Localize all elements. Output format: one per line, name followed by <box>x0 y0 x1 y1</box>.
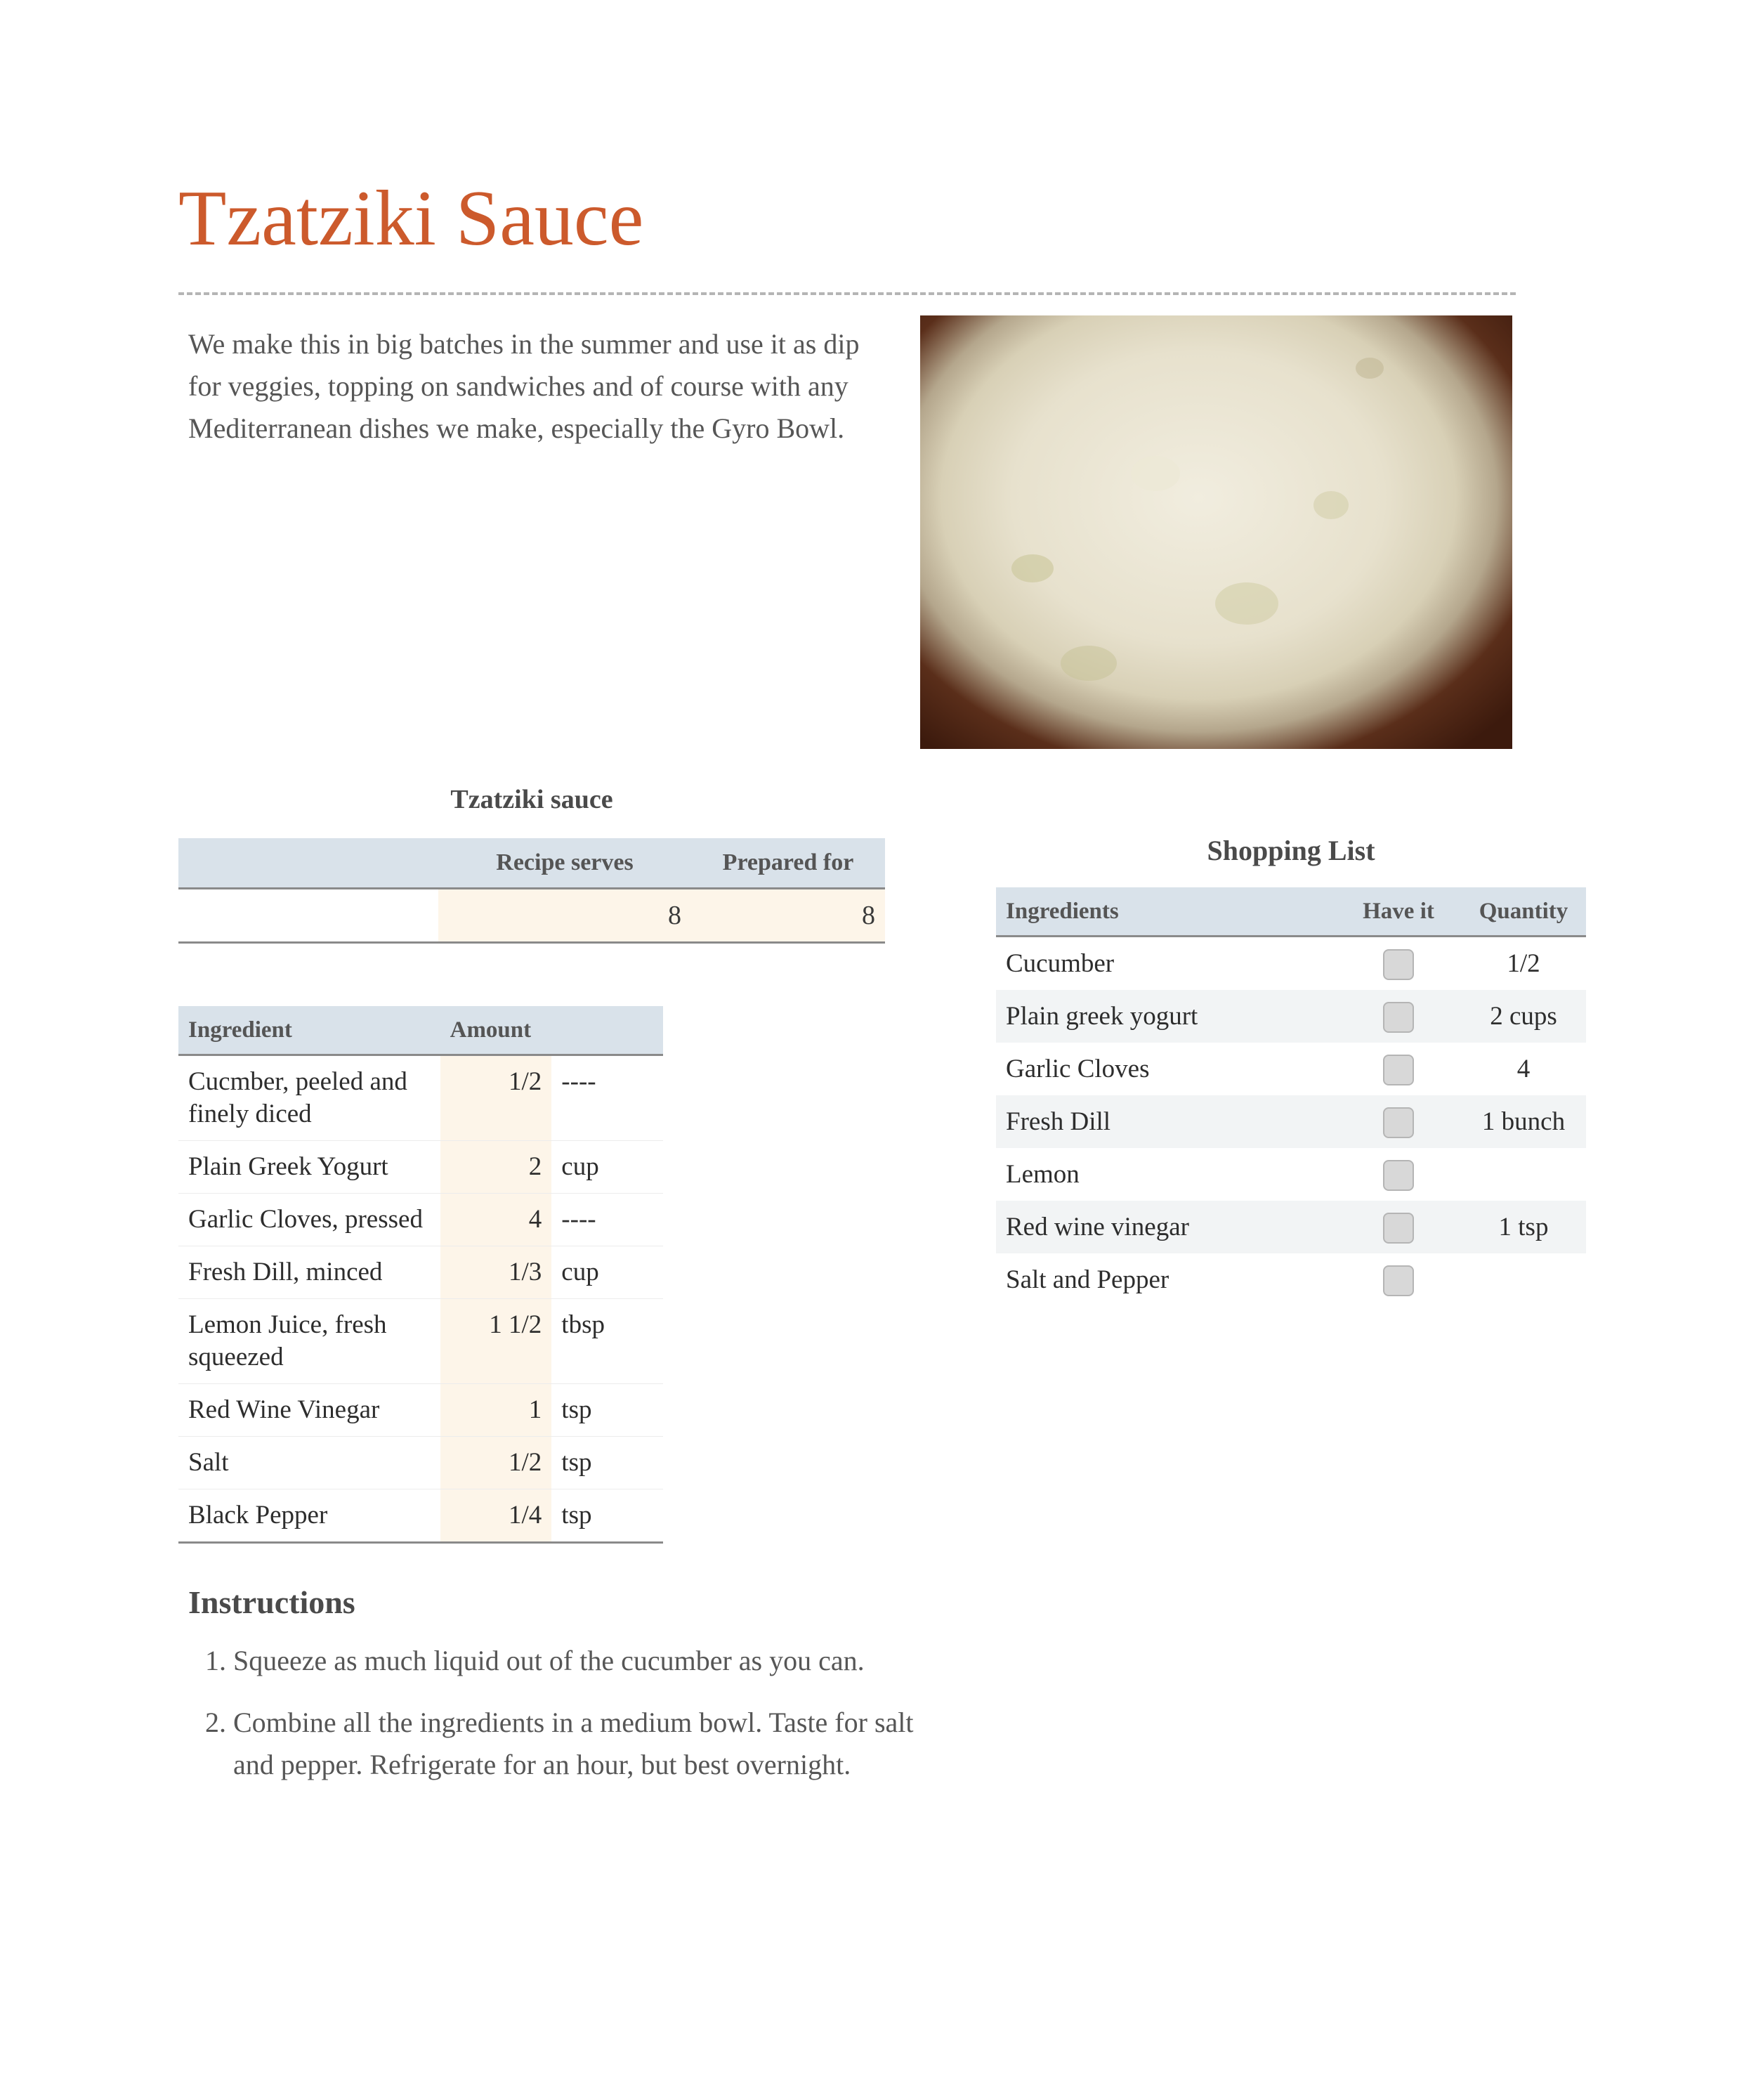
have-it-checkbox[interactable] <box>1383 1265 1414 1296</box>
shopping-quantity: 2 cups <box>1461 990 1586 1043</box>
shopping-header-ingredients: Ingredients <box>996 887 1336 937</box>
ingredient-amount[interactable]: 1 1/2 <box>440 1299 552 1384</box>
shopping-quantity: 1/2 <box>1507 949 1540 978</box>
instructions-list <box>188 1640 929 1806</box>
ingredient-unit: cup <box>551 1246 663 1299</box>
page-title: Tzatziki Sauce <box>178 175 644 262</box>
title-divider <box>178 292 1516 295</box>
ingredient-amount[interactable]: 1/2 <box>440 1055 552 1141</box>
ingredient-amount[interactable]: 1/4 <box>440 1489 552 1543</box>
shopping-item: Cucumber <box>1006 949 1115 978</box>
serves-table-caption: Tzatziki sauce <box>450 785 613 814</box>
have-it-checkbox[interactable] <box>1383 1107 1414 1138</box>
ingredient-amount[interactable]: 4 <box>440 1194 552 1246</box>
ingredient-header-row <box>178 1006 663 1055</box>
shopping-quantity <box>1461 1148 1586 1201</box>
recipe-intro: We make this in big batches in the summer and use it as dip for veggies, topping on sandwiches and of course with any Mediterranean dishes we make, especially the Gyro Bowl. <box>188 328 860 444</box>
ingredient-table <box>178 1006 663 1544</box>
serves-value-row <box>178 889 885 943</box>
table-row <box>178 1437 663 1489</box>
have-it-checkbox[interactable] <box>1383 1055 1414 1085</box>
shopping-item: Lemon <box>1006 1160 1080 1189</box>
ingredient-name: Plain Greek Yogurt <box>178 1141 440 1194</box>
instructions-heading: Instructions <box>188 1584 355 1620</box>
ingredient-name: Garlic Cloves, pressed <box>178 1194 440 1246</box>
shopping-quantity <box>1461 1253 1586 1306</box>
have-it-checkbox[interactable] <box>1383 1160 1414 1191</box>
serves-table <box>178 838 885 944</box>
ingredient-name: Lemon Juice, fresh squeezed <box>178 1299 440 1384</box>
instruction-step: 2. Combine all the ingredients in a medium bowl. Taste for salt and pepper. Refrigerate for an hour, but best overnight. <box>233 1702 929 1786</box>
shopping-header-row <box>996 887 1586 937</box>
ingredient-amount[interactable]: 1 <box>440 1384 552 1437</box>
ingredient-amount[interactable]: 1/3 <box>440 1246 552 1299</box>
have-it-checkbox[interactable] <box>1383 1213 1414 1244</box>
prepared-for-value[interactable]: 8 <box>691 889 885 943</box>
have-it-checkbox[interactable] <box>1383 949 1414 980</box>
shopping-header-have-it: Have it <box>1336 887 1461 937</box>
serves-header-prepared: Prepared for <box>691 838 885 889</box>
shopping-item: Garlic Cloves <box>1006 1055 1150 1083</box>
list-item <box>996 1148 1586 1201</box>
table-row <box>178 1384 663 1437</box>
ingredient-name: Cucmber, peeled and finely diced <box>178 1055 440 1141</box>
serves-header-recipe: Recipe serves <box>438 838 691 889</box>
list-item <box>996 1043 1586 1095</box>
shopping-quantity: 4 <box>1516 1055 1531 1083</box>
shopping-quantity: 1 tsp <box>1461 1201 1586 1253</box>
ingredient-unit: tsp <box>551 1437 663 1489</box>
shopping-item: Plain greek yogurt <box>996 990 1336 1043</box>
ingredient-unit: ---- <box>551 1055 663 1141</box>
ingredient-name: Red Wine Vinegar <box>178 1384 440 1437</box>
ingredient-header-name: Ingredient <box>178 1006 440 1055</box>
list-item <box>996 990 1586 1043</box>
table-row <box>178 1194 663 1246</box>
list-item <box>996 1095 1586 1148</box>
ingredient-name: Salt <box>178 1437 440 1489</box>
ingredient-unit: cup <box>551 1141 663 1194</box>
serves-header-blank <box>178 838 438 889</box>
shopping-list-caption: Shopping List <box>1207 835 1375 866</box>
ingredient-amount[interactable]: 2 <box>440 1141 552 1194</box>
ingredient-header-amount: Amount <box>440 1006 663 1055</box>
shopping-list-table <box>996 887 1586 1306</box>
ingredient-unit: tsp <box>551 1489 663 1543</box>
table-row <box>178 1055 663 1141</box>
recipe-serves-value[interactable]: 8 <box>438 889 691 943</box>
table-row <box>178 1246 663 1299</box>
serves-value-blank <box>178 889 438 943</box>
serves-header-row <box>178 838 885 889</box>
ingredient-amount[interactable]: 1/2 <box>440 1437 552 1489</box>
shopping-item: Salt and Pepper <box>1006 1265 1169 1294</box>
recipe-photo <box>920 315 1512 749</box>
table-row <box>178 1299 663 1384</box>
ingredient-unit: tsp <box>551 1384 663 1437</box>
shopping-item: Fresh Dill <box>996 1095 1336 1148</box>
list-item <box>996 937 1586 991</box>
list-item <box>996 1253 1586 1306</box>
table-row <box>178 1489 663 1543</box>
list-item <box>996 1201 1586 1253</box>
ingredient-unit: ---- <box>551 1194 663 1246</box>
shopping-quantity: 1 bunch <box>1461 1095 1586 1148</box>
ingredient-name: Fresh Dill, minced <box>178 1246 440 1299</box>
ingredient-unit: tbsp <box>551 1299 663 1384</box>
table-row <box>178 1141 663 1194</box>
shopping-item: Red wine vinegar <box>996 1201 1336 1253</box>
shopping-header-quantity: Quantity <box>1461 887 1586 937</box>
ingredient-name: Black Pepper <box>178 1489 440 1543</box>
have-it-checkbox[interactable] <box>1383 1002 1414 1033</box>
instruction-step: 1. Squeeze as much liquid out of the cucumber as you can. <box>233 1640 929 1682</box>
